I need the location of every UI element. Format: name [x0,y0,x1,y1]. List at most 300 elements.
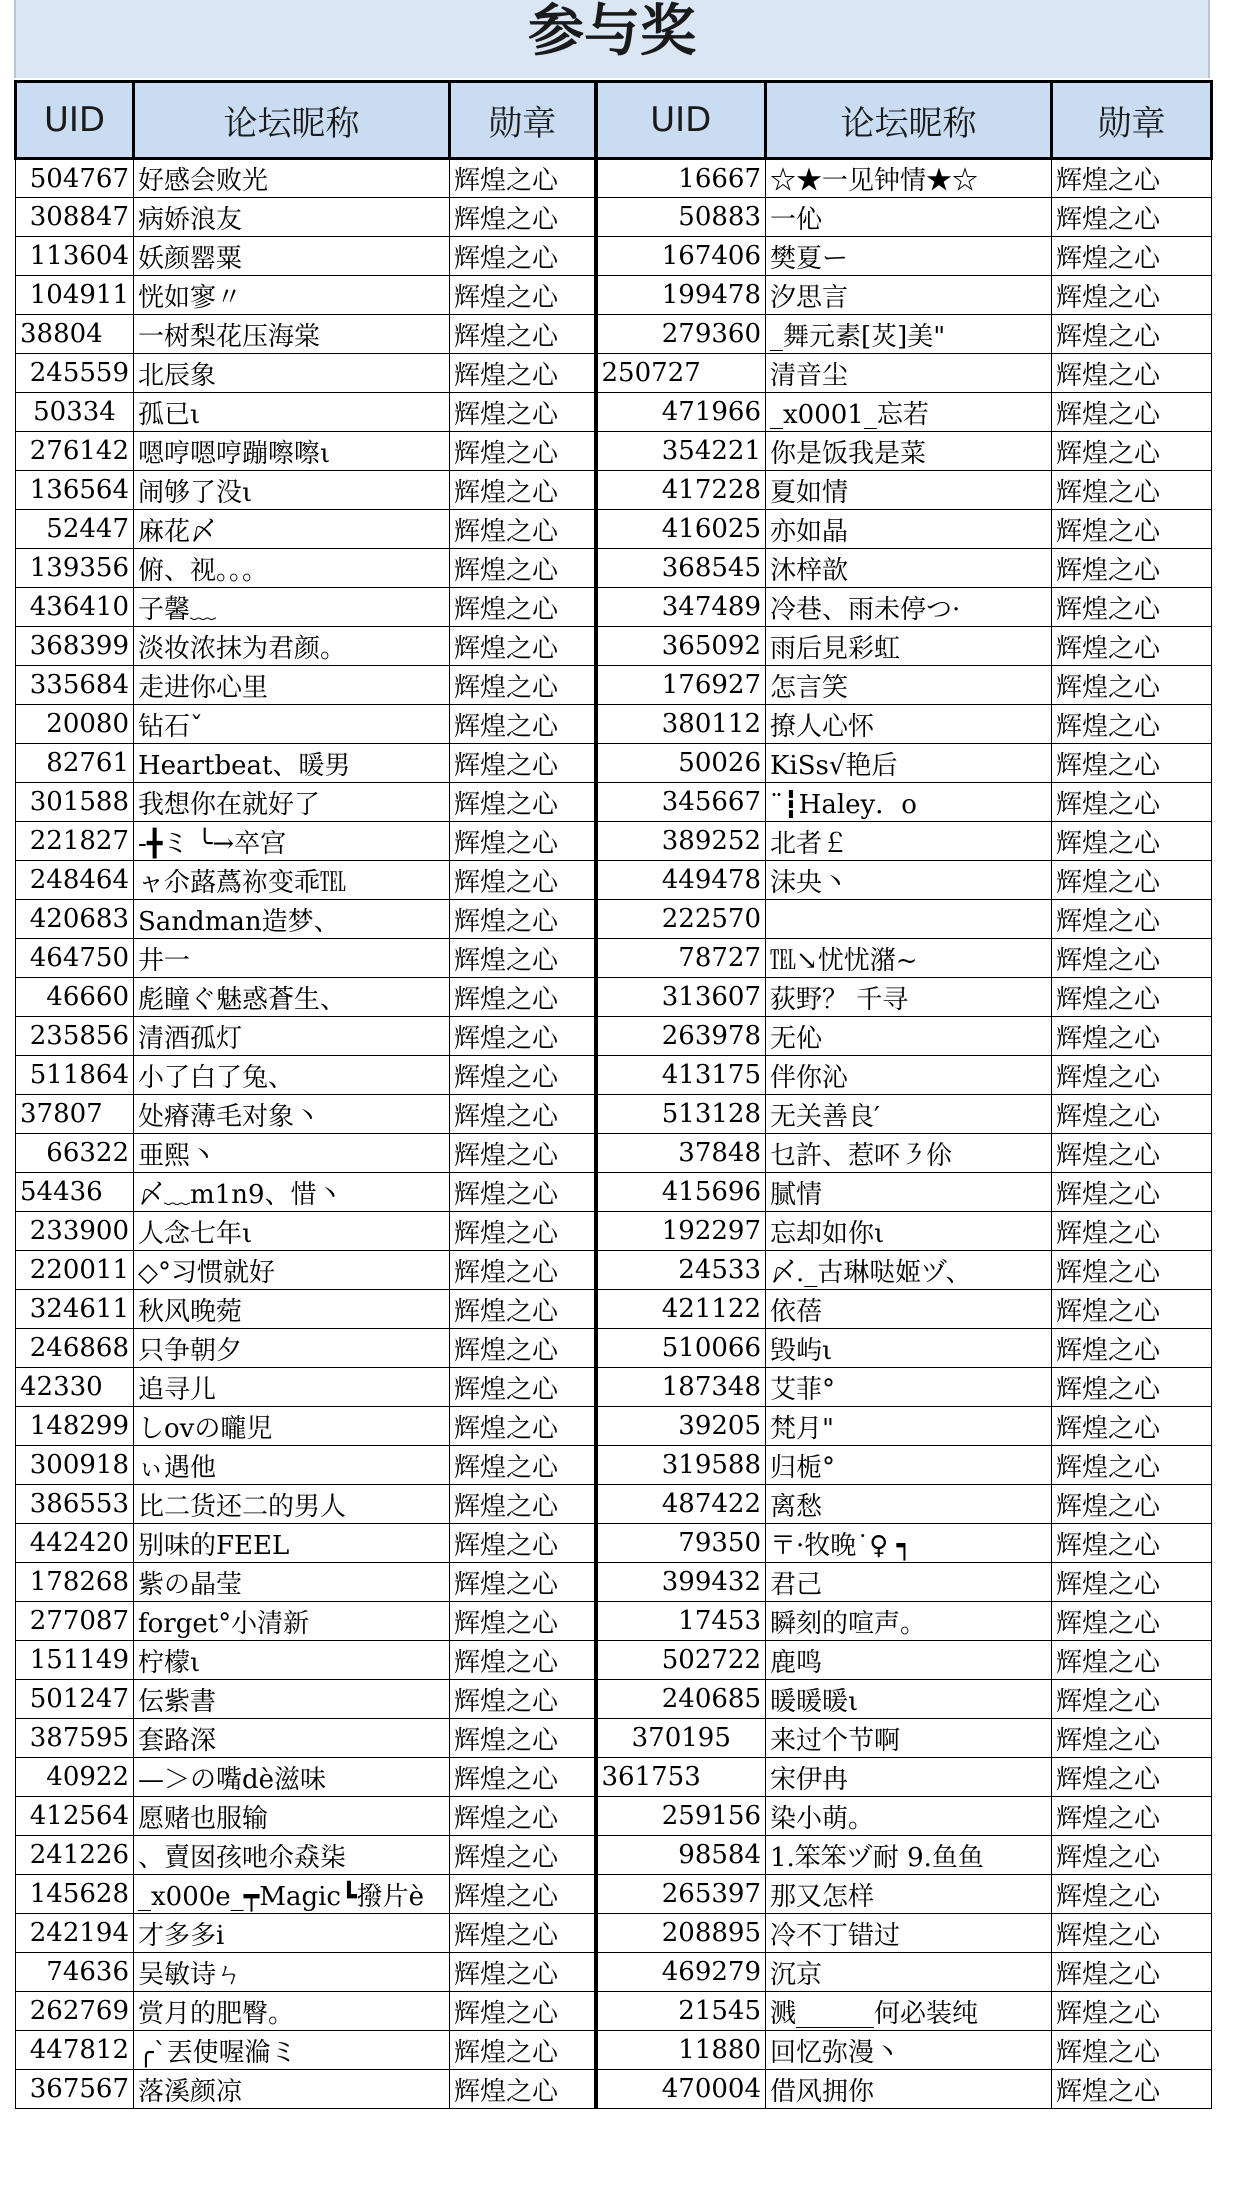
uid-cell-left: 20080 [16,705,134,744]
medal-cell-right: 辉煌之心 [1052,471,1212,510]
medal-cell-right: 辉煌之心 [1052,1485,1212,1524]
table-row [16,354,1212,393]
uid-cell-right: 240685 [596,1680,766,1719]
nickname-cell-right: 腻情 [766,1173,1052,1212]
medal-cell-right: 辉煌之心 [1052,1797,1212,1836]
uid-cell-left: 501247 [16,1680,134,1719]
medal-cell-right: 辉煌之心 [1052,900,1212,939]
medal-cell-right: 辉煌之心 [1052,1953,1212,1992]
table-row [16,1290,1212,1329]
medal-cell-left: 辉煌之心 [450,393,596,432]
uid-cell-left: 436410 [16,588,134,627]
uid-cell-left: 38804 [16,315,134,354]
medal-cell-right: 辉煌之心 [1052,1758,1212,1797]
uid-cell-right: 361753 [596,1758,766,1797]
medal-cell-right: 辉煌之心 [1052,315,1212,354]
medal-cell-right: 辉煌之心 [1052,159,1212,198]
medal-cell-left: 辉煌之心 [450,1953,596,1992]
medal-cell-left: 辉煌之心 [450,978,596,1017]
medal-cell-left: 辉煌之心 [450,354,596,393]
uid-cell-right: 471966 [596,393,766,432]
table-row [16,822,1212,861]
medal-cell-left: 辉煌之心 [450,1680,596,1719]
medal-cell-right: 辉煌之心 [1052,861,1212,900]
nickname-cell-right: 冷不丁错过 [766,1914,1052,1953]
medal-cell-left: 辉煌之心 [450,198,596,237]
nickname-cell-right: 来过个节啊 [766,1719,1052,1758]
uid-cell-left: 308847 [16,198,134,237]
uid-cell-right: 17453 [596,1602,766,1641]
medal-cell-right: 辉煌之心 [1052,1368,1212,1407]
nickname-cell-left: 麻花〆 [134,510,450,549]
medal-cell-left: 辉煌之心 [450,1329,596,1368]
table-row [16,588,1212,627]
nickname-cell-right: 君己 [766,1563,1052,1602]
uid-cell-right: 265397 [596,1875,766,1914]
nickname-cell-right: 梵月" [766,1407,1052,1446]
uid-cell-left: 235856 [16,1017,134,1056]
nickname-cell-left: 我想你在就好了 [134,783,450,822]
medal-cell-left: 辉煌之心 [450,1875,596,1914]
nickname-cell-left: 孤已ι [134,393,450,432]
nickname-cell-right: 雨后見彩虹 [766,627,1052,666]
table-row [16,1992,1212,2031]
uid-cell-left: 335684 [16,666,134,705]
uid-cell-left: 241226 [16,1836,134,1875]
uid-cell-right: 380112 [596,705,766,744]
uid-cell-right: 502722 [596,1641,766,1680]
uid-cell-left: 420683 [16,900,134,939]
medal-header-right: 勋章 [1052,82,1212,159]
medal-cell-left: 辉煌之心 [450,237,596,276]
table-row [16,315,1212,354]
nickname-cell-left: 恍如寥〃 [134,276,450,315]
uid-cell-right: 167406 [596,237,766,276]
uid-cell-left: 504767 [16,159,134,198]
medal-cell-left: 辉煌之心 [450,2031,596,2070]
medal-cell-left: 辉煌之心 [450,2070,596,2109]
uid-cell-right: 199478 [596,276,766,315]
nickname-cell-right: 依蓓 [766,1290,1052,1329]
uid-cell-right: 98584 [596,1836,766,1875]
nickname-cell-right: _x0001_忘若 [766,393,1052,432]
nickname-cell-right: 樊夏ー [766,237,1052,276]
medal-cell-right: 辉煌之心 [1052,1719,1212,1758]
table-row [16,783,1212,822]
uid-cell-left: 301588 [16,783,134,822]
medal-cell-right: 辉煌之心 [1052,1407,1212,1446]
uid-cell-left: 221827 [16,822,134,861]
uid-cell-left: 242194 [16,1914,134,1953]
medal-cell-left: 辉煌之心 [450,1992,596,2031]
uid-header-right: UID [596,82,766,159]
nickname-cell-right: 溅______何必装纯 [766,1992,1052,2031]
medal-cell-left: 辉煌之心 [450,159,596,198]
medal-cell-right: 辉煌之心 [1052,1836,1212,1875]
nickname-cell-left: 嗯哼嗯哼蹦嚓嚓ι [134,432,450,471]
uid-cell-left: 40922 [16,1758,134,1797]
nickname-cell-left: 小了白了兔、 [134,1056,450,1095]
nickname-cell-left: 愿赌也服输 [134,1797,450,1836]
nickname-cell-right: 北者￡ [766,822,1052,861]
uid-cell-left: 52447 [16,510,134,549]
table-row [16,1017,1212,1056]
medal-cell-left: 辉煌之心 [450,939,596,978]
medal-cell-right: 辉煌之心 [1052,1290,1212,1329]
table-row [16,1368,1212,1407]
uid-cell-left: 511864 [16,1056,134,1095]
medal-cell-left: 辉煌之心 [450,1368,596,1407]
medal-cell-right: 辉煌之心 [1052,1173,1212,1212]
uid-cell-right: 176927 [596,666,766,705]
medal-cell-left: 辉煌之心 [450,900,596,939]
nickname-cell-right: 鹿鸣 [766,1641,1052,1680]
uid-cell-left: 442420 [16,1524,134,1563]
nickname-cell-left: -╋ミ ╰→卒宫 [134,822,450,861]
nickname-cell-left: 北辰象 [134,354,450,393]
nickname-cell-right: ℡↘忧忧潴~ [766,939,1052,978]
uid-cell-right: 370195 [596,1719,766,1758]
medal-cell-left: 辉煌之心 [450,1758,596,1797]
uid-cell-left: 46660 [16,978,134,1017]
medal-cell-right: 辉煌之心 [1052,978,1212,1017]
nickname-cell-left: 钻石ˇ [134,705,450,744]
medal-cell-right: 辉煌之心 [1052,1680,1212,1719]
nickname-cell-left: _x000e_┯Magic┗撥片è [134,1875,450,1914]
table-row [16,666,1212,705]
uid-cell-left: 368399 [16,627,134,666]
medal-cell-right: 辉煌之心 [1052,822,1212,861]
table-row [16,1173,1212,1212]
medal-cell-left: 辉煌之心 [450,627,596,666]
uid-cell-right: 313607 [596,978,766,1017]
table-row [16,1641,1212,1680]
table-row [16,1095,1212,1134]
table-row [16,705,1212,744]
medal-cell-right: 辉煌之心 [1052,1251,1212,1290]
medal-cell-left: 辉煌之心 [450,1056,596,1095]
uid-cell-right: 470004 [596,2070,766,2109]
uid-cell-right: 78727 [596,939,766,978]
medal-cell-left: 辉煌之心 [450,1134,596,1173]
page-title: 参与奖 [14,0,1210,78]
uid-header-left: UID [16,82,134,159]
table-row [16,1758,1212,1797]
nickname-cell-right: 沐梓歆 [766,549,1052,588]
nickname-cell-left: 吴敏诗ㄣ [134,1953,450,1992]
uid-cell-right: 417228 [596,471,766,510]
medal-cell-right: 辉煌之心 [1052,627,1212,666]
medal-cell-right: 辉煌之心 [1052,1329,1212,1368]
uid-cell-left: 246868 [16,1329,134,1368]
medal-cell-right: 辉煌之心 [1052,744,1212,783]
nickname-cell-left: 才多多i [134,1914,450,1953]
medal-header-left: 勋章 [450,82,596,159]
table-row [16,393,1212,432]
nickname-cell-left: ◇°习惯就好 [134,1251,450,1290]
medal-cell-left: 辉煌之心 [450,1524,596,1563]
medal-cell-left: 辉煌之心 [450,783,596,822]
medal-cell-right: 辉煌之心 [1052,1446,1212,1485]
uid-cell-right: 16667 [596,159,766,198]
uid-cell-left: 178268 [16,1563,134,1602]
uid-cell-left: 74636 [16,1953,134,1992]
table-row [16,2070,1212,2109]
table-row [16,549,1212,588]
medal-cell-right: 辉煌之心 [1052,1524,1212,1563]
medal-cell-left: 辉煌之心 [450,666,596,705]
table-row [16,2031,1212,2070]
medal-cell-right: 辉煌之心 [1052,783,1212,822]
nickname-cell-left: Sandman造梦、 [134,900,450,939]
medal-cell-right: 辉煌之心 [1052,705,1212,744]
uid-cell-right: 263978 [596,1017,766,1056]
nickname-cell-left: 紫の晶莹 [134,1563,450,1602]
table-row [16,1056,1212,1095]
uid-cell-left: 42330 [16,1368,134,1407]
medal-cell-right: 辉煌之心 [1052,1875,1212,1914]
medal-cell-left: 辉煌之心 [450,1914,596,1953]
table-row [16,900,1212,939]
nickname-cell-right: 亦如晶 [766,510,1052,549]
uid-cell-right: 389252 [596,822,766,861]
nickname-cell-right: 那又怎样 [766,1875,1052,1914]
medal-cell-right: 辉煌之心 [1052,588,1212,627]
nickname-cell-right: 清音尘 [766,354,1052,393]
nickname-cell-right: 〒·牧晚˙♀ ┑ [766,1524,1052,1563]
table-row [16,1602,1212,1641]
table-row [16,1836,1212,1875]
table-row [16,237,1212,276]
nickname-cell-left: 妖颜罂粟 [134,237,450,276]
uid-cell-right: 399432 [596,1563,766,1602]
medal-cell-left: 辉煌之心 [450,1836,596,1875]
uid-cell-left: 387595 [16,1719,134,1758]
nickname-cell-right: 归栀° [766,1446,1052,1485]
nickname-cell-left: 只争朝夕 [134,1329,450,1368]
uid-cell-right: 368545 [596,549,766,588]
nickname-cell-left: 柠檬ι [134,1641,450,1680]
medal-cell-right: 辉煌之心 [1052,939,1212,978]
uid-cell-right: 21545 [596,1992,766,2031]
medal-cell-left: 辉煌之心 [450,315,596,354]
medal-cell-left: 辉煌之心 [450,1095,596,1134]
uid-cell-left: 139356 [16,549,134,588]
medal-cell-right: 辉煌之心 [1052,1056,1212,1095]
uid-cell-left: 386553 [16,1485,134,1524]
table-row [16,432,1212,471]
nickname-cell-left: 秋风晚菀 [134,1290,450,1329]
medal-cell-left: 辉煌之心 [450,1719,596,1758]
uid-cell-left: 277087 [16,1602,134,1641]
medal-cell-left: 辉煌之心 [450,1290,596,1329]
uid-cell-left: 148299 [16,1407,134,1446]
nickname-cell-right: 伴你沁 [766,1056,1052,1095]
medal-cell-right: 辉煌之心 [1052,1641,1212,1680]
nickname-cell-left: 、賣囡孩吔尒猋柒 [134,1836,450,1875]
uid-cell-right: 421122 [596,1290,766,1329]
medal-cell-right: 辉煌之心 [1052,510,1212,549]
medal-cell-right: 辉煌之心 [1052,1134,1212,1173]
nickname-cell-right: 夏如情 [766,471,1052,510]
nickname-cell-left: 俯、视。。。 [134,549,450,588]
uid-cell-right: 487422 [596,1485,766,1524]
nickname-cell-right: 无关善良′ [766,1095,1052,1134]
nickname-cell-left: ぃ遇他 [134,1446,450,1485]
table-row [16,1953,1212,1992]
uid-cell-left: 367567 [16,2070,134,2109]
nickname-cell-left: 亜熙丶 [134,1134,450,1173]
nickname-cell-left: 井一 [134,939,450,978]
table-row [16,1680,1212,1719]
uid-cell-right: 79350 [596,1524,766,1563]
table-row [16,1524,1212,1563]
nickname-cell-right: 离愁 [766,1485,1052,1524]
uid-cell-right: 39205 [596,1407,766,1446]
table-row [16,159,1212,198]
nickname-cell-right: 忘却如你ι [766,1212,1052,1251]
nickname-cell-left: ╭`丟使喔溣ミ [134,2031,450,2070]
nickname-cell-left: 一树梨花压海棠 [134,315,450,354]
medal-cell-left: 辉煌之心 [450,1602,596,1641]
uid-cell-left: 145628 [16,1875,134,1914]
uid-cell-right: 347489 [596,588,766,627]
uid-cell-right: 510066 [596,1329,766,1368]
medal-cell-left: 辉煌之心 [450,1173,596,1212]
nickname-cell-left: 清酒孤灯 [134,1017,450,1056]
uid-cell-left: 245559 [16,354,134,393]
medal-cell-right: 辉煌之心 [1052,549,1212,588]
nickname-cell-right: 撩人心怀 [766,705,1052,744]
nickname-cell-left: 好感会败光 [134,159,450,198]
table-row [16,939,1212,978]
uid-cell-left: 66322 [16,1134,134,1173]
uid-cell-left: 37807 [16,1095,134,1134]
medal-cell-left: 辉煌之心 [450,861,596,900]
medal-cell-left: 辉煌之心 [450,1797,596,1836]
table-row [16,510,1212,549]
uid-cell-right: 365092 [596,627,766,666]
table-row [16,1134,1212,1173]
nickname-cell-left: 落溪颜凉 [134,2070,450,2109]
nickname-cell-left: 人念七年ι [134,1212,450,1251]
table-row [16,1212,1212,1251]
table-row [16,627,1212,666]
uid-cell-right: 192297 [596,1212,766,1251]
table-row [16,1329,1212,1368]
uid-cell-right: 187348 [596,1368,766,1407]
medal-cell-right: 辉煌之心 [1052,393,1212,432]
medal-cell-right: 辉煌之心 [1052,237,1212,276]
nickname-cell-right: 〆._古琳哒姬ヅ、 [766,1251,1052,1290]
medal-cell-left: 辉煌之心 [450,1641,596,1680]
table-row [16,1719,1212,1758]
nickname-cell-left: 别味的FEEL [134,1524,450,1563]
nickname-cell-left: 闹够了没ι [134,471,450,510]
medal-cell-left: 辉煌之心 [450,1485,596,1524]
uid-cell-left: 136564 [16,471,134,510]
nickname-cell-right: 沉京 [766,1953,1052,1992]
table-row [16,1485,1212,1524]
table-row [16,1914,1212,1953]
medal-cell-right: 辉煌之心 [1052,666,1212,705]
uid-cell-right: 345667 [596,783,766,822]
table-row [16,1875,1212,1914]
medal-cell-left: 辉煌之心 [450,822,596,861]
medal-cell-left: 辉煌之心 [450,1212,596,1251]
nickname-cell-right: 一伈 [766,198,1052,237]
uid-cell-right: 416025 [596,510,766,549]
nickname-cell-right: 毁屿ι [766,1329,1052,1368]
nickname-cell-left: 比二货还二的男人 [134,1485,450,1524]
medal-cell-left: 辉煌之心 [450,432,596,471]
table-row [16,471,1212,510]
medal-cell-left: 辉煌之心 [450,510,596,549]
medal-cell-right: 辉煌之心 [1052,432,1212,471]
medal-cell-right: 辉煌之心 [1052,1563,1212,1602]
table-row [16,1563,1212,1602]
medal-cell-left: 辉煌之心 [450,744,596,783]
uid-cell-right: 250727 [596,354,766,393]
nickname-cell-left: —＞の嘴dè滋味 [134,1758,450,1797]
medal-cell-right: 辉煌之心 [1052,1602,1212,1641]
nickname-cell-right: 汐思言 [766,276,1052,315]
header-row [16,82,1212,159]
uid-cell-right: 222570 [596,900,766,939]
medal-cell-right: 辉煌之心 [1052,276,1212,315]
uid-cell-right: 24533 [596,1251,766,1290]
nickname-cell-right [766,900,1052,939]
uid-cell-right: 208895 [596,1914,766,1953]
table-row [16,1407,1212,1446]
uid-cell-right: 354221 [596,432,766,471]
medal-cell-left: 辉煌之心 [450,549,596,588]
uid-cell-right: 50026 [596,744,766,783]
nickname-cell-right: 冷巷、雨未停つ· [766,588,1052,627]
table-row [16,198,1212,237]
nickname-cell-left: ャ尒蕗蔿祢变乖℡ [134,861,450,900]
nickname-cell-left: 淡妆浓抹为君颜。 [134,627,450,666]
medal-cell-left: 辉煌之心 [450,1251,596,1290]
nickname-cell-right: 艾菲° [766,1368,1052,1407]
nickname-cell-right: 回忆弥漫丶 [766,2031,1052,2070]
nickname-header-right: 论坛昵称 [766,82,1052,159]
uid-cell-right: 37848 [596,1134,766,1173]
uid-cell-left: 276142 [16,432,134,471]
uid-cell-right: 413175 [596,1056,766,1095]
nickname-cell-left: 病娇浪友 [134,198,450,237]
nickname-cell-left: Heartbeat、暖男 [134,744,450,783]
uid-cell-left: 412564 [16,1797,134,1836]
medal-cell-left: 辉煌之心 [450,1563,596,1602]
uid-cell-left: 220011 [16,1251,134,1290]
medal-cell-left: 辉煌之心 [450,1407,596,1446]
uid-cell-right: 279360 [596,315,766,354]
nickname-cell-right: 借风拥你 [766,2070,1052,2109]
nickname-cell-left: 走进你心里 [134,666,450,705]
nickname-cell-right: ☆★一见钟情★☆ [766,159,1052,198]
table-row [16,978,1212,1017]
uid-cell-left: 447812 [16,2031,134,2070]
medal-cell-left: 辉煌之心 [450,1017,596,1056]
nickname-cell-left: 套路深 [134,1719,450,1758]
uid-cell-right: 513128 [596,1095,766,1134]
nickname-cell-right: 1.笨笨ヅ耐 9.鱼鱼 [766,1836,1052,1875]
medal-cell-right: 辉煌之心 [1052,198,1212,237]
uid-cell-right: 50883 [596,198,766,237]
nickname-cell-right: 荻野？ 千寻 [766,978,1052,1017]
nickname-cell-left: 伝紫書 [134,1680,450,1719]
